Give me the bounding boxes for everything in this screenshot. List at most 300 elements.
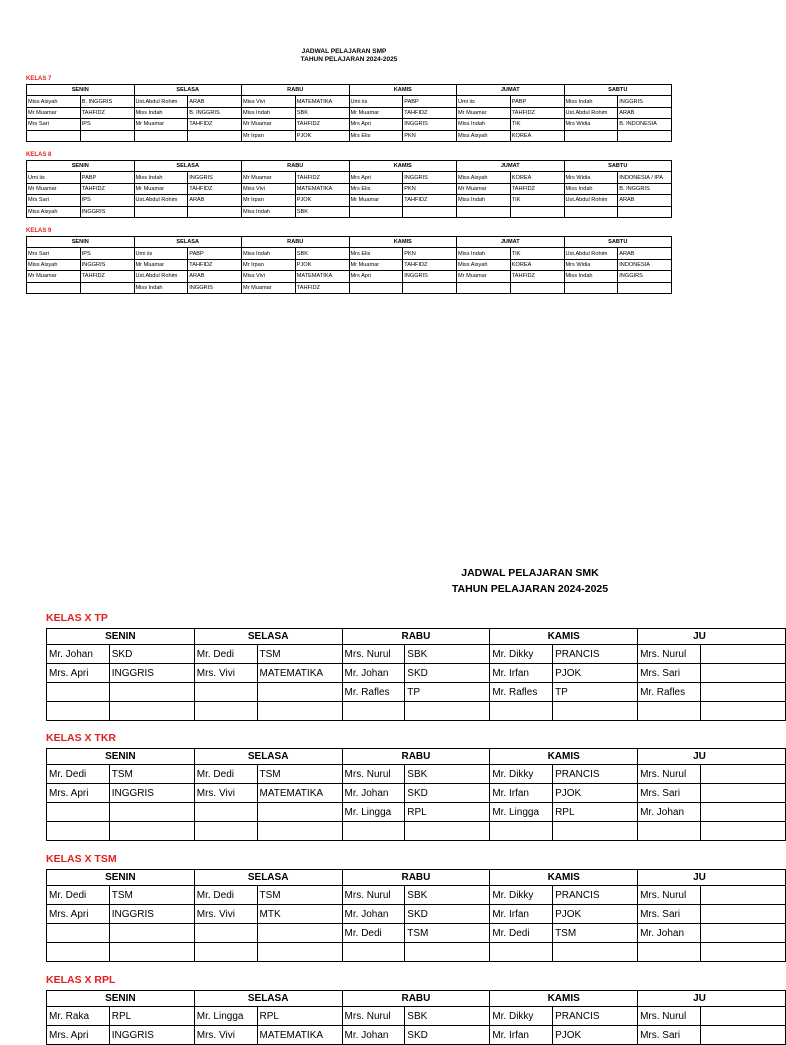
smp-teacher-cell: Mr Muamar <box>27 107 81 118</box>
smp-schedule <box>26 48 672 291</box>
smp-class-name: KELAS 7 <box>26 76 52 82</box>
smk-subject-cell <box>257 924 342 943</box>
smp-subject-cell: B. INGGRIS <box>618 183 672 194</box>
smp-subject-cell: ARAB <box>618 248 672 259</box>
smk-table-viewport <box>46 628 706 721</box>
smk-teacher-cell: Mr. Johan <box>342 1026 405 1045</box>
smp-day-header: KAMIS <box>349 85 457 96</box>
smp-teacher-cell: Miss Indah <box>134 107 188 118</box>
smk-subject-cell: TSM <box>109 765 194 784</box>
smp-teacher-cell: Mr Muamar <box>349 259 403 270</box>
smk-teacher-cell: Mrs. Vivi <box>194 664 257 683</box>
smp-subject-cell <box>618 130 672 141</box>
smk-day-header: KAMIS <box>490 749 638 765</box>
smp-teacher-cell <box>349 282 403 293</box>
smp-day-header: SELASA <box>134 161 242 172</box>
smp-subject-cell <box>618 206 672 217</box>
smp-teacher-cell: Mrs Sari <box>27 248 81 259</box>
smk-subject-cell: SKD <box>405 664 490 683</box>
smp-subject-cell: INGGRIS <box>188 172 242 183</box>
smp-subject-cell: PKN <box>403 248 457 259</box>
smp-subject-cell: SBK <box>295 248 349 259</box>
smp-teacher-cell: Ust.Abdul Rohim <box>564 195 618 206</box>
smp-subject-cell: TAHFIDZ <box>403 259 457 270</box>
smk-day-header: SELASA <box>194 749 342 765</box>
smp-teacher-cell: Mrs Widia <box>564 119 618 130</box>
smp-subject-cell: SBK <box>295 206 349 217</box>
smk-table-row <box>47 765 786 784</box>
smk-subject-cell: PJOK <box>553 1026 638 1045</box>
smk-class-name: KELAS X TSM <box>46 853 117 865</box>
smp-table-row <box>27 172 672 183</box>
smp-subject-cell: PKN <box>403 130 457 141</box>
smk-teacher-cell: Mr. Dedi <box>194 645 257 664</box>
smp-subject-cell <box>80 130 134 141</box>
smk-teacher-cell <box>194 822 257 841</box>
smk-table-row <box>47 784 786 803</box>
smk-teacher-cell <box>638 943 701 962</box>
smp-teacher-cell: Mrs Elis <box>349 183 403 194</box>
smp-subject-cell: INGGRIS <box>403 172 457 183</box>
smp-subject-cell: PABP <box>80 172 134 183</box>
smk-teacher-cell: Mr. Rafles <box>490 683 553 702</box>
smp-teacher-cell: Mr Muamar <box>134 119 188 130</box>
smp-day-header: RABU <box>242 85 350 96</box>
smk-day-header: JU <box>638 870 786 886</box>
smp-subject-cell <box>188 206 242 217</box>
smp-table-row <box>27 248 672 259</box>
smk-table-row <box>47 1007 786 1026</box>
smp-teacher-cell: Miss Aisyah <box>27 206 81 217</box>
smp-subject-cell: TIK <box>510 119 564 130</box>
smp-teacher-cell: Miss Indah <box>457 119 511 130</box>
smp-class-block <box>26 151 672 218</box>
smp-subject-cell: INGGRIS <box>188 282 242 293</box>
smp-subject-cell: PABP <box>188 248 242 259</box>
smp-teacher-cell: Mr Muamar <box>349 107 403 118</box>
smk-subject-cell <box>700 822 785 841</box>
smp-table-row <box>27 195 672 206</box>
smk-table-row <box>47 886 786 905</box>
smk-day-header: RABU <box>342 629 490 645</box>
smp-subject-cell <box>510 206 564 217</box>
smk-subject-cell: INGGRIS <box>109 1026 194 1045</box>
smk-subject-cell <box>700 702 785 721</box>
smk-subject-cell <box>257 702 342 721</box>
smp-subject-cell: PKN <box>403 183 457 194</box>
smk-subject-cell: TSM <box>405 924 490 943</box>
smk-schedule-table <box>46 869 786 962</box>
smk-subject-cell: TSM <box>257 886 342 905</box>
smk-subject-cell <box>109 943 194 962</box>
smp-class-name: KELAS 9 <box>26 228 52 234</box>
smp-day-header: SENIN <box>27 161 135 172</box>
smk-subject-cell: RPL <box>257 1007 342 1026</box>
smk-header-row <box>47 991 786 1007</box>
smk-day-header: JU <box>638 749 786 765</box>
smk-subject-cell: MATEMATIKA <box>257 1026 342 1045</box>
smk-subject-cell: MATEMATIKA <box>257 784 342 803</box>
smp-teacher-cell: Umi iis <box>457 96 511 107</box>
smk-teacher-cell: Mrs. Nurul <box>342 886 405 905</box>
smp-subject-cell: PABP <box>510 96 564 107</box>
smp-subject-cell: KOREA <box>510 259 564 270</box>
smp-class-block <box>26 75 672 142</box>
smk-teacher-cell <box>47 924 110 943</box>
smk-teacher-cell <box>342 822 405 841</box>
smk-subject-cell <box>700 664 785 683</box>
smp-teacher-cell: Ust.Abdul Rohim <box>564 248 618 259</box>
smp-day-header: JUMAT <box>457 85 565 96</box>
smp-class-block <box>26 227 672 294</box>
smk-teacher-cell: Mrs. Nurul <box>638 886 701 905</box>
smk-teacher-cell: Mr. Lingga <box>194 1007 257 1026</box>
smk-subject-cell <box>700 1007 785 1026</box>
smk-teacher-cell: Mr. Irfan <box>490 905 553 924</box>
smk-teacher-cell: Mr. Dikky <box>490 1007 553 1026</box>
smp-teacher-cell: Mr Irpan <box>242 259 296 270</box>
smk-subject-cell: SBK <box>405 886 490 905</box>
smp-table-row <box>27 183 672 194</box>
smk-teacher-cell: Mr. Irfan <box>490 664 553 683</box>
smk-subject-cell: SKD <box>109 645 194 664</box>
smp-day-header: KAMIS <box>349 161 457 172</box>
smp-teacher-cell <box>349 206 403 217</box>
smk-day-header: SENIN <box>47 629 195 645</box>
smk-teacher-cell: Mr. Dedi <box>47 886 110 905</box>
smp-subject-cell: IPS <box>80 119 134 130</box>
smk-teacher-cell: Mr. Dedi <box>342 924 405 943</box>
smp-day-header: RABU <box>242 161 350 172</box>
smk-teacher-cell: Mrs. Vivi <box>194 1026 257 1045</box>
smp-day-header: RABU <box>242 237 350 248</box>
smk-subject-cell: PRANCIS <box>553 765 638 784</box>
smk-subject-cell <box>700 683 785 702</box>
smp-teacher-cell: Miss Aisyah <box>27 259 81 270</box>
smk-table-row <box>47 943 786 962</box>
smp-teacher-cell: Mr Muamar <box>134 183 188 194</box>
smk-schedule-table <box>46 990 786 1045</box>
smp-table-row <box>27 107 672 118</box>
smp-teacher-cell: Mr Muamar <box>457 271 511 282</box>
smk-teacher-cell: Mrs. Nurul <box>638 765 701 784</box>
smp-teacher-cell <box>457 282 511 293</box>
smk-teacher-cell <box>47 702 110 721</box>
smp-teacher-cell: Mr Muamar <box>242 119 296 130</box>
smp-teacher-cell: Miss Vivi <box>242 183 296 194</box>
smp-subject-cell: MATEMATIKA <box>295 271 349 282</box>
smp-teacher-cell <box>134 206 188 217</box>
smp-subtitle: TAHUN PELAJARAN 2024-2025 <box>300 56 398 63</box>
smp-subject-cell: TAHFIDZ <box>188 119 242 130</box>
smk-subject-cell: RPL <box>553 803 638 822</box>
smp-teacher-cell: Mrs Sari <box>27 195 81 206</box>
smp-subject-cell: TAHFIDZ <box>80 271 134 282</box>
smk-teacher-cell <box>194 943 257 962</box>
smk-subject-cell: PRANCIS <box>553 1007 638 1026</box>
smp-subject-cell: INGGRIS <box>403 119 457 130</box>
smp-teacher-cell: Miss Vivi <box>242 271 296 282</box>
smp-teacher-cell: Ust.Abdul Rohim <box>564 107 618 118</box>
smk-day-header: SENIN <box>47 991 195 1007</box>
smk-subject-cell <box>257 822 342 841</box>
smp-subject-cell: INDONESIA <box>618 259 672 270</box>
smp-table-row <box>27 130 672 141</box>
smk-subject-cell: SBK <box>405 765 490 784</box>
smp-teacher-cell: Mr Muamar <box>349 195 403 206</box>
smk-header-row <box>47 870 786 886</box>
smk-table-row <box>47 664 786 683</box>
smk-subject-cell <box>405 943 490 962</box>
smk-subject-cell <box>700 803 785 822</box>
smp-subject-cell: B. INDONESIA <box>618 119 672 130</box>
smp-subject-cell <box>403 206 457 217</box>
smp-teacher-cell: Mr Muamar <box>134 259 188 270</box>
smk-teacher-cell: Mrs. Apri <box>47 1026 110 1045</box>
smk-teacher-cell <box>47 822 110 841</box>
smk-subject-cell: TP <box>553 683 638 702</box>
smp-subject-cell <box>403 282 457 293</box>
smp-teacher-cell: Mrs Apri <box>349 172 403 183</box>
smk-teacher-cell <box>194 702 257 721</box>
smp-subject-cell: TAHFIDZ <box>510 183 564 194</box>
smk-subject-cell: RPL <box>405 803 490 822</box>
smk-teacher-cell: Mr. Dikky <box>490 645 553 664</box>
smk-subject-cell: TSM <box>553 924 638 943</box>
smp-day-header: JUMAT <box>457 237 565 248</box>
smk-teacher-cell: Mr. Dikky <box>490 765 553 784</box>
smk-subject-cell: RPL <box>109 1007 194 1026</box>
smp-subject-cell: INGGRIS <box>618 96 672 107</box>
smp-table-row <box>27 206 672 217</box>
smk-teacher-cell <box>490 943 553 962</box>
smp-teacher-cell <box>564 206 618 217</box>
smk-teacher-cell: Mr. Dedi <box>490 924 553 943</box>
smk-subject-cell: INGGRIS <box>109 905 194 924</box>
smp-table-row <box>27 96 672 107</box>
smk-subject-cell <box>700 1026 785 1045</box>
smk-table-row <box>47 683 786 702</box>
smk-subject-cell <box>257 943 342 962</box>
smp-subject-cell: TAHFIDZ <box>510 271 564 282</box>
smk-day-header: KAMIS <box>490 991 638 1007</box>
smk-teacher-cell: Mrs. Vivi <box>194 905 257 924</box>
smp-teacher-cell: Mrs Sari <box>27 119 81 130</box>
smk-subject-cell: INGGRIS <box>109 784 194 803</box>
smp-subject-cell: INGGRIS <box>80 206 134 217</box>
smp-class-name: KELAS 8 <box>26 152 52 158</box>
smk-table-row <box>47 702 786 721</box>
smp-teacher-cell: Miss Indah <box>564 183 618 194</box>
smp-teacher-cell: Miss Indah <box>242 206 296 217</box>
smp-teacher-cell <box>134 130 188 141</box>
smk-teacher-cell: Mrs. Apri <box>47 784 110 803</box>
smk-subject-cell <box>700 886 785 905</box>
smk-table-row <box>47 924 786 943</box>
smp-subject-cell: PABP <box>403 96 457 107</box>
smk-teacher-cell: Mr. Johan <box>342 664 405 683</box>
smk-teacher-cell: Mrs. Nurul <box>342 765 405 784</box>
smp-teacher-cell: Miss Indah <box>457 248 511 259</box>
smk-day-header: RABU <box>342 870 490 886</box>
smk-subject-cell <box>700 924 785 943</box>
smk-teacher-cell: Mr. Johan <box>638 803 701 822</box>
smk-teacher-cell <box>194 803 257 822</box>
smp-subject-cell: TAHFIDZ <box>188 183 242 194</box>
smp-teacher-cell: Miss Aisyah <box>457 259 511 270</box>
smp-subject-cell: TAHFIDZ <box>403 195 457 206</box>
smk-day-header: SELASA <box>194 870 342 886</box>
smk-teacher-cell: Mr. Rafles <box>342 683 405 702</box>
smk-subject-cell <box>109 924 194 943</box>
smk-table-viewport <box>46 990 706 1045</box>
smk-subject-cell: PRANCIS <box>553 645 638 664</box>
smp-subject-cell: MATEMATIKA <box>295 183 349 194</box>
smk-subject-cell <box>109 683 194 702</box>
smp-subject-cell: TIK <box>510 248 564 259</box>
smp-subject-cell: ARAB <box>618 107 672 118</box>
smp-teacher-cell: Mrs Elis <box>349 248 403 259</box>
smp-subject-cell: TAHFIDZ <box>295 282 349 293</box>
smk-teacher-cell: Mr. Johan <box>638 924 701 943</box>
smp-teacher-cell: Mr Muamar <box>27 183 81 194</box>
smk-teacher-cell <box>490 822 553 841</box>
smk-subject-cell <box>257 803 342 822</box>
smp-teacher-cell: Mr Muamar <box>27 271 81 282</box>
smk-subject-cell: PJOK <box>553 784 638 803</box>
smk-subject-cell <box>257 683 342 702</box>
smk-teacher-cell: Mr. Johan <box>342 905 405 924</box>
smk-teacher-cell: Mrs. Nurul <box>342 645 405 664</box>
smk-teacher-cell: Mrs. Vivi <box>194 784 257 803</box>
smp-teacher-cell: Miss Indah <box>134 172 188 183</box>
smk-teacher-cell: Mr. Johan <box>342 784 405 803</box>
smk-day-header: RABU <box>342 991 490 1007</box>
smp-teacher-cell: Ust.Abdul Rohim <box>134 195 188 206</box>
smp-teacher-cell: Umi iis <box>349 96 403 107</box>
smk-subject-cell <box>553 702 638 721</box>
smp-teacher-cell: Umi iis <box>134 248 188 259</box>
smp-teacher-cell <box>564 130 618 141</box>
smp-subject-cell: INDONESIA / IPA <box>618 172 672 183</box>
smp-subject-cell: TIK <box>510 195 564 206</box>
smk-teacher-cell <box>194 924 257 943</box>
smp-table-row <box>27 259 672 270</box>
smp-teacher-cell <box>457 206 511 217</box>
smk-table-viewport <box>46 748 706 841</box>
smk-table-row <box>47 905 786 924</box>
smk-table-row <box>47 803 786 822</box>
smp-subject-cell: KOREA <box>510 130 564 141</box>
smp-day-header: SABTU <box>564 161 672 172</box>
smp-subject-cell: IPS <box>80 195 134 206</box>
smk-day-header: SELASA <box>194 629 342 645</box>
smk-subject-cell <box>109 702 194 721</box>
smp-header-row <box>27 237 672 248</box>
smp-teacher-cell: Mrs Elis <box>349 130 403 141</box>
smp-day-header: SABTU <box>564 237 672 248</box>
smp-day-header: JUMAT <box>457 161 565 172</box>
smp-teacher-cell: Ust.Abdul Rohim <box>134 96 188 107</box>
smk-subject-cell <box>700 905 785 924</box>
smk-teacher-cell: Mr. Irfan <box>490 1026 553 1045</box>
smk-subject-cell: TP <box>405 683 490 702</box>
smk-subject-cell: PJOK <box>553 664 638 683</box>
smk-subject-cell: PRANCIS <box>553 886 638 905</box>
smk-teacher-cell <box>47 683 110 702</box>
smk-teacher-cell <box>490 702 553 721</box>
smp-teacher-cell: Miss Indah <box>564 96 618 107</box>
smk-teacher-cell: Mr. Dedi <box>194 765 257 784</box>
smp-subject-cell: B. INGGRIS <box>188 107 242 118</box>
smp-subject-cell: SBK <box>295 107 349 118</box>
smk-teacher-cell: Mrs. Apri <box>47 905 110 924</box>
smk-schedule-table <box>46 628 786 721</box>
smp-day-header: SELASA <box>134 85 242 96</box>
smk-teacher-cell: Mrs. Sari <box>638 784 701 803</box>
smk-day-header: JU <box>638 629 786 645</box>
smk-day-header: SENIN <box>47 870 195 886</box>
smp-teacher-cell <box>27 130 81 141</box>
smk-teacher-cell <box>342 943 405 962</box>
smk-subject-cell: SKD <box>405 1026 490 1045</box>
smp-schedule-table <box>26 160 672 218</box>
smp-subject-cell <box>80 282 134 293</box>
smk-subject-cell: SBK <box>405 645 490 664</box>
smp-subject-cell: ARAB <box>618 195 672 206</box>
smp-day-header: SENIN <box>27 237 135 248</box>
smp-day-header: KAMIS <box>349 237 457 248</box>
smp-teacher-cell: Mrs Widia <box>564 259 618 270</box>
smp-subject-cell: B. INGGRIS <box>80 96 134 107</box>
smk-subject-cell: MATEMATIKA <box>257 664 342 683</box>
smk-teacher-cell <box>638 822 701 841</box>
smp-subject-cell: TAHFIDZ <box>295 119 349 130</box>
smp-teacher-cell: Mr Muamar <box>457 107 511 118</box>
smk-table-viewport <box>46 869 706 962</box>
smp-teacher-cell: Miss Indah <box>134 282 188 293</box>
smp-title: JADWAL PELAJARAN SMP <box>301 48 387 55</box>
smk-table-row <box>47 1026 786 1045</box>
smp-subject-cell: TAHFIDZ <box>510 107 564 118</box>
smk-class-name: KELAS X TKR <box>46 732 117 744</box>
smp-teacher-cell: Miss Aisyah <box>27 96 81 107</box>
smp-subject-cell: PJOK <box>295 259 349 270</box>
smk-subject-cell: INGGRIS <box>109 664 194 683</box>
smp-table-row <box>27 271 672 282</box>
smp-subject-cell: PJOK <box>295 195 349 206</box>
smk-subject-cell: TSM <box>109 886 194 905</box>
smp-subject-cell: ARAB <box>188 96 242 107</box>
smk-teacher-cell <box>638 702 701 721</box>
smk-teacher-cell: Mr. Dikky <box>490 886 553 905</box>
smp-subject-cell: IPS <box>80 248 134 259</box>
smk-subject-cell <box>109 803 194 822</box>
smk-teacher-cell: Mrs. Sari <box>638 664 701 683</box>
smp-subject-cell: PJOK <box>295 130 349 141</box>
smk-subject-cell <box>405 822 490 841</box>
smp-subject-cell <box>618 282 672 293</box>
smp-schedule-table <box>26 84 672 142</box>
smp-subject-cell <box>510 282 564 293</box>
smk-teacher-cell: Mrs. Sari <box>638 905 701 924</box>
smp-teacher-cell: Ust.Abdul Rohim <box>134 271 188 282</box>
smk-day-header: RABU <box>342 749 490 765</box>
smk-day-header: SENIN <box>47 749 195 765</box>
smk-teacher-cell: Mrs. Apri <box>47 664 110 683</box>
smp-subject-cell: INGGRIS <box>80 259 134 270</box>
smp-teacher-cell: Mr Muamar <box>242 282 296 293</box>
